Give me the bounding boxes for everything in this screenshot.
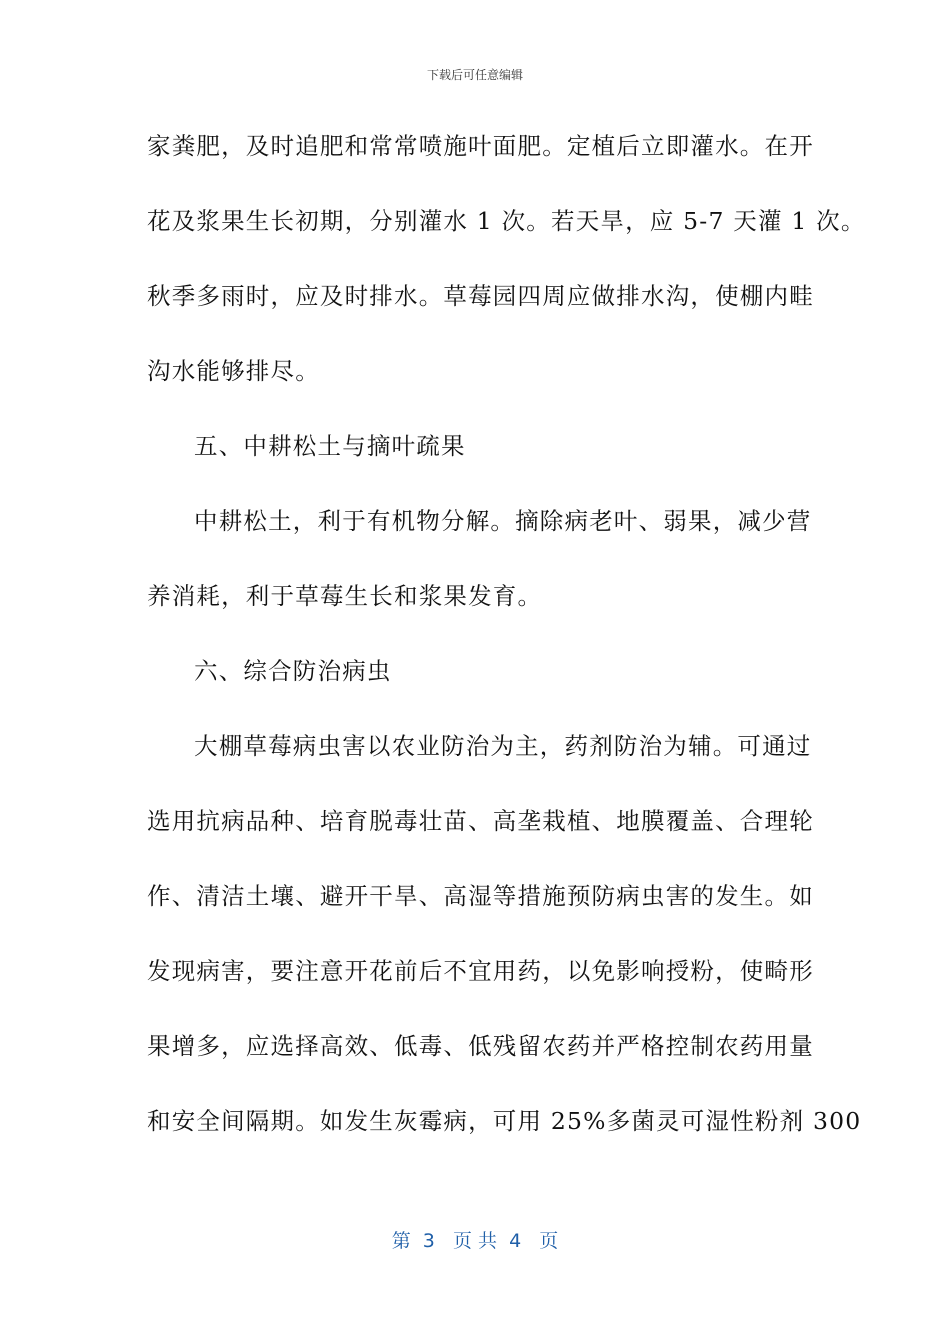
section-heading: 五、中耕松土与摘叶疏果 bbox=[194, 432, 466, 460]
text-line: 果增多，应选择高效、低毒、低残留农药并严格控制农药用量 bbox=[147, 1032, 814, 1060]
section-heading: 六、综合防治病虫 bbox=[194, 657, 392, 685]
text-line: 花及浆果生长初期，分别灌水 1 次。若天旱，应 5-7 天灌 1 次。 bbox=[147, 207, 866, 235]
text-line: 和安全间隔期。如发生灰霉病，可用 25%多菌灵可湿性粉剂 300 bbox=[147, 1107, 862, 1135]
page-header: 下载后可任意编辑 bbox=[426, 68, 523, 82]
text-line: 秋季多雨时，应及时排水。草莓园四周应做排水沟，使棚内畦 bbox=[147, 282, 814, 310]
text-line: 选用抗病品种、培育脱毒壮苗、高垄栽植、地膜覆盖、合理轮 bbox=[147, 807, 814, 835]
text-line: 发现病害，要注意开花前后不宜用药，以免影响授粉，使畸形 bbox=[147, 957, 814, 985]
text-line: 沟水能够排尽。 bbox=[147, 357, 320, 385]
text-line: 大棚草莓病虫害以农业防治为主，药剂防治为辅。可通过 bbox=[194, 732, 812, 760]
page-number-footer: 第 3 页 共 4 页 bbox=[391, 1230, 559, 1252]
text-line: 中耕松土，利于有机物分解。摘除病老叶、弱果，减少营 bbox=[194, 507, 812, 535]
text-line: 养消耗，利于草莓生长和浆果发育。 bbox=[147, 582, 543, 610]
text-line: 家粪肥，及时追肥和常常喷施叶面肥。定植后立即灌水。在开 bbox=[147, 132, 814, 160]
text-line: 作、清洁土壤、避开干旱、高湿等措施预防病虫害的发生。如 bbox=[147, 882, 814, 910]
document-body bbox=[147, 128, 866, 1178]
